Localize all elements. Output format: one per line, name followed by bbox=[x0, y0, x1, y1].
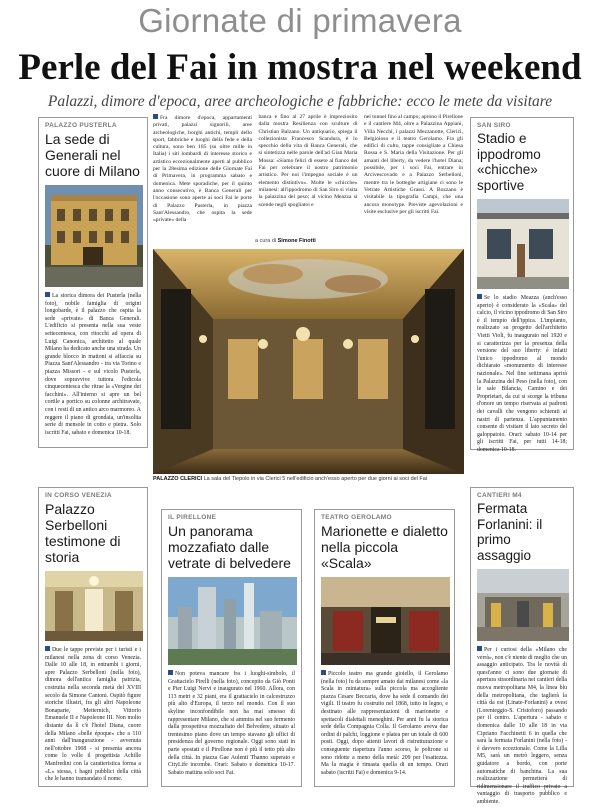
box-san-siro bbox=[470, 117, 574, 453]
photo-gerolamo bbox=[321, 577, 448, 665]
box-label: PALAZZO PUSTERLA bbox=[45, 122, 117, 129]
photo-pusterla bbox=[45, 185, 141, 287]
byline: a cura di Simone Finotti bbox=[255, 238, 316, 244]
interior-photo bbox=[45, 571, 143, 641]
bullet-icon bbox=[168, 670, 173, 675]
box-label: IL PIRELLONE bbox=[168, 514, 217, 521]
box-label: IN CORSO VENEZIA bbox=[45, 492, 112, 499]
bullet-icon bbox=[321, 670, 326, 675]
page-title: Perle del Fai in mostra nel weekend bbox=[18, 47, 582, 88]
photo-serbelloni bbox=[45, 571, 141, 641]
hall-photo bbox=[153, 249, 464, 474]
box-text: Per i curiosi della «Milano che verrà», non c'è niente di meglio che un assaggio anticipato. Tra le novità di quest'anno ci sono due giornate di apertura straordinaria nei cantieri della nuova metropolitana M4, la linea blu della metropolitana, che taglierà la città da est (Linate-Forlanini) a ovest (Lorenteggio-S. Cristoforo) passando per il centro. L'apertura - sabato e domenica dalle 10 alle 18 in via Cipriano Facchinetti 6 in quella che sarà la fermata Forlanini (nella foto) - è davvero eccezionale. Come la Lilla M5, sarà un metrò leggero, senza guidatore a bordo, con porte automatiche di banchina. La sua realizzazione permetterà di ridimensionare il traffico privato a vantaggio di trasporto pubblico e ambiente. bbox=[477, 647, 567, 805]
box-title: Fermata Forlanini: il primo assaggio bbox=[477, 501, 543, 563]
box-text: Se lo stadio Meazza (anch'esso aperto) è considerato la «Scala» del calcio, il vicino ippodromo di San Siro è il tempio dell'ippica. L'impianto, realizzato su progetto dell'architetto Vietti Violi, fu inaugurato nel 1920 e si caratterizza per la presenza della versione del suo liberty: è infatti l'unico ippodromo al mondo dichiarato «monumento di interesse nazionale». Nel fine settimana aprirà la Palazzina del Peso (nella foto), con le sale Bilancia, Camino e dei Proprietari, da cui si scorge la tribuna d'onore un tempo riservata ai padroni dei cavalli che vengono schierati ai nastri di partenza. L'appuntamento consente di visitare il lato secreto del galoppatoio. Orari: sabato 10-14 per gli iscritti Fai, per tutti 14-18; domenica 10-18. bbox=[477, 295, 568, 453]
kicker: Giornate di primavera bbox=[138, 2, 462, 39]
photo-caption: PALAZZO CLERICI La sala del Tiepolo in via Clerici 5 nell'edificio anch'esso aperto per due giorni ai soci del Fai bbox=[153, 476, 428, 482]
box-title: Un panorama mozzafiato dalle vetrate di belvedere bbox=[168, 523, 291, 571]
box-title: La sede di Generali nel cuore di Milano bbox=[45, 131, 140, 179]
box-title: Marionette e dialetto nella piccola «Scala» bbox=[321, 523, 448, 571]
box-pusterla bbox=[38, 117, 148, 448]
bullet-icon bbox=[45, 292, 50, 297]
box-label: CANTIERI M4 bbox=[477, 492, 522, 499]
photo-san-siro bbox=[477, 199, 567, 289]
article-col-3: nel tunnel fino al campo; aprono il Pirellone e il cantiere M4, oltre a Palazzina Appiani, Villa Necchi, i palazzi Mezzanotte, Clerici, Belgioioso e il teatro Gerolamo. Fra gli edifici di culto, tappe consigliate a Chiesa Rossa e S. Maria della Visitazione. Per gli amanti del liberty, da vedere l'hotel Diana; possibile, per i soci Fai, entrare in Arcivescovado e a Palazzo Serbelloni, mentre tra le botteghe artigiane ci sono le Vetrate Artistiche Grassi. A Bozzano è visitabile la tipografia Campi, che una ancora monotype. Previste agevolazioni e visite esclusive per gli iscritti Fai. bbox=[364, 114, 463, 215]
box-label: SAN SIRO bbox=[477, 122, 511, 129]
subheadline: Palazzi, dimore d'epoca, aree archeologiche e fabbriche: ecco le mete da visitare bbox=[47, 93, 553, 110]
ippodromo-photo bbox=[477, 199, 569, 289]
bullet-icon bbox=[45, 646, 50, 651]
bullet-icon bbox=[477, 646, 482, 651]
box-label: TEATRO GEROLAMO bbox=[321, 514, 392, 521]
skyline-photo bbox=[168, 577, 297, 665]
bullet-icon bbox=[153, 114, 158, 119]
article-col-2: banca e fino al 27 aprile è impreziosito dalla mostra Resilienza con sculture di Christian Balzano. Un antiquario, spiega il collezionista Francesco Scandura, è lo specchio della vita di Banca Generali, che si sintetizza nelle parole dell'ad Gian Maria Mossa: «Siamo felici di essere al fianco del Fai per celebrare il nostro patrimonio artistico. Per noi l'impegno sociale è un elemento distintivo». Molte le «chicche» milanesi: all'ippodromo di San Siro si visita la palazzina del peso; al vicino Meazza si scende negli spogliatoi e bbox=[258, 114, 358, 208]
article-col-1: Fra dimore d'epoca, appartamenti privati, palazzi signorili, aree archeologiche, borghi antichi, templi dello sport, fabbriche e luoghi della fede e della cultura, sono ben 185 (su oltre mille in Italia) i siti lombardi di interesse storico e artistico eccezionalmente aperti al pubblico per la 28esima edizione delle Giornate Fai di Primavera, in programma sabato e domenica. Mete sporadiche, per il quinto anno consecutivo, è Banca Generali per l'occasione sono aperte ai soci Fai le porte di Palazzo Pusterla, in piazza Sant'Alessandro, che ospita la sede «private» della bbox=[153, 115, 252, 224]
box-forlanini bbox=[470, 487, 574, 805]
box-text: Non poteva mancare fra i luoghi-simbolo, il Grattacielo Pirelli (nella foto), concepito da Giò Ponti e Pier Luigi Nervi e inaugurato nel 1960. Allora, con 113 metri e 32 piani, era il grattacielo in calcestruzzo più alto d'Europa, il terzo nel mondo. Con il suo skyline inconfondibile non ha mai smesso di rappresentare Milano, che si ammira nel suo fermento dalla prospettiva mozzafiato del Belvedere, situato al trentesimo piano dove un tempo stavano gli uffici di presidenza del governo regionale. Oggi sono stati in parte spostati e il Pirellone non è più il tetto più alto della città. In piazza Gae Aulenti Thanno superato e CityLife incombe. Orari: Sabato e domenica 10-17. Sabato mattina solo soci Fai. bbox=[168, 671, 295, 776]
building-photo bbox=[45, 185, 143, 287]
box-gerolamo bbox=[314, 509, 455, 787]
main-article bbox=[153, 114, 463, 236]
box-text: Piccolo teatro ma grande gioiello, il Gerolamo (nella foto) fu da sempre amato dai milanesi come «la Scala in miniatura» sulla piccola ma accogliente piazza Cesare Beccaria, dove ha sede il comando dei vigili. Il teatro fu costruito nel 1868, tutto in legno, e destinato alle rappresentazioni di marionette e spettacoli dialettali meneghini. Per anni fu la storica sede della Compagnia Colla. Il Gerolamo aveva due ordini di palchi, loggione e platea per un totale di 600 posti. Oggi, dopo attenti lavori di ristrutturazione e conseguente riapertura l'anno scorso, le poltrone si sono ridotte a meno della metà: 209 per l'esattezza. Ma la magia è rimasta quella di un tempo. Orari sabato (iscritti Fai) e domenica 9-14. bbox=[321, 671, 448, 776]
box-text: La storica dimora dei Pusterla (nella foto), nobile famiglia di origini longobarde, è il palazzo che ospita la sede «private» di Banca Generali. L'edificio si presenta nella sua veste settecentesca, con ritocchi ad opera di Luigi Canonica, architetto al quale Milano ha dedicato anche una strada. Un grande blocco in mattoni si affaccia su Piazza Sant'Alessandro - tra via Torino e piazza Missori - e sul vicolo Pusterla, dove sopravvive tuttora l'edicola cinquecentesca che ritrae la «Vergine dei facchini». All'interno si apre un bel cortile a portico su colonne architravate, con i resti di un antico arco marmoreo. A reggere il piano di grondaia, un'insolita serie di mensole in cotto e pietra. Solo iscritti Fai, sabato e domenica 10-18. bbox=[45, 293, 141, 436]
box-title: Palazzo Serbelloni testimone di storia bbox=[45, 501, 121, 565]
box-text: Due le tappe previste per i turisti e i milanesi nella zona di corso Venezia. Dalle 10 alle 18, in entrambi i giorni, apre Palazzo Serbelloni (nella foto), dimora dell'antica famiglia patrizia, costruita nella seconda metà del XVIII secolo da Simone Cantoni. Ospitò figure storiche illustri, fra gli altri Napoleone Bonaparte, Metternich, Vittorio Emanuele II e Napoleone III. Non molto distante da lì c'è l'hotel Diana, cuore della Milano «belle époque» che a 110 anni dall'inaugurazione - avvenuta nell'ottobre 1908 - si presenta ancora come lo volle il progettista Achille Manfredini con la caratteristica forma a «L» stessa, i bagni pubblici della città che le hanno tramandato il nome. bbox=[45, 647, 141, 783]
box-serbelloni bbox=[38, 487, 148, 787]
box-title: Stadio e ippodromo «chicche» sportive bbox=[477, 131, 541, 193]
photo-palazzo-clerici bbox=[153, 249, 464, 474]
construction-photo bbox=[477, 569, 569, 641]
photo-pirellone bbox=[168, 577, 295, 665]
photo-forlanini bbox=[477, 569, 567, 641]
theatre-photo bbox=[321, 577, 450, 665]
bullet-icon bbox=[477, 294, 482, 299]
box-pirellone bbox=[161, 509, 302, 787]
